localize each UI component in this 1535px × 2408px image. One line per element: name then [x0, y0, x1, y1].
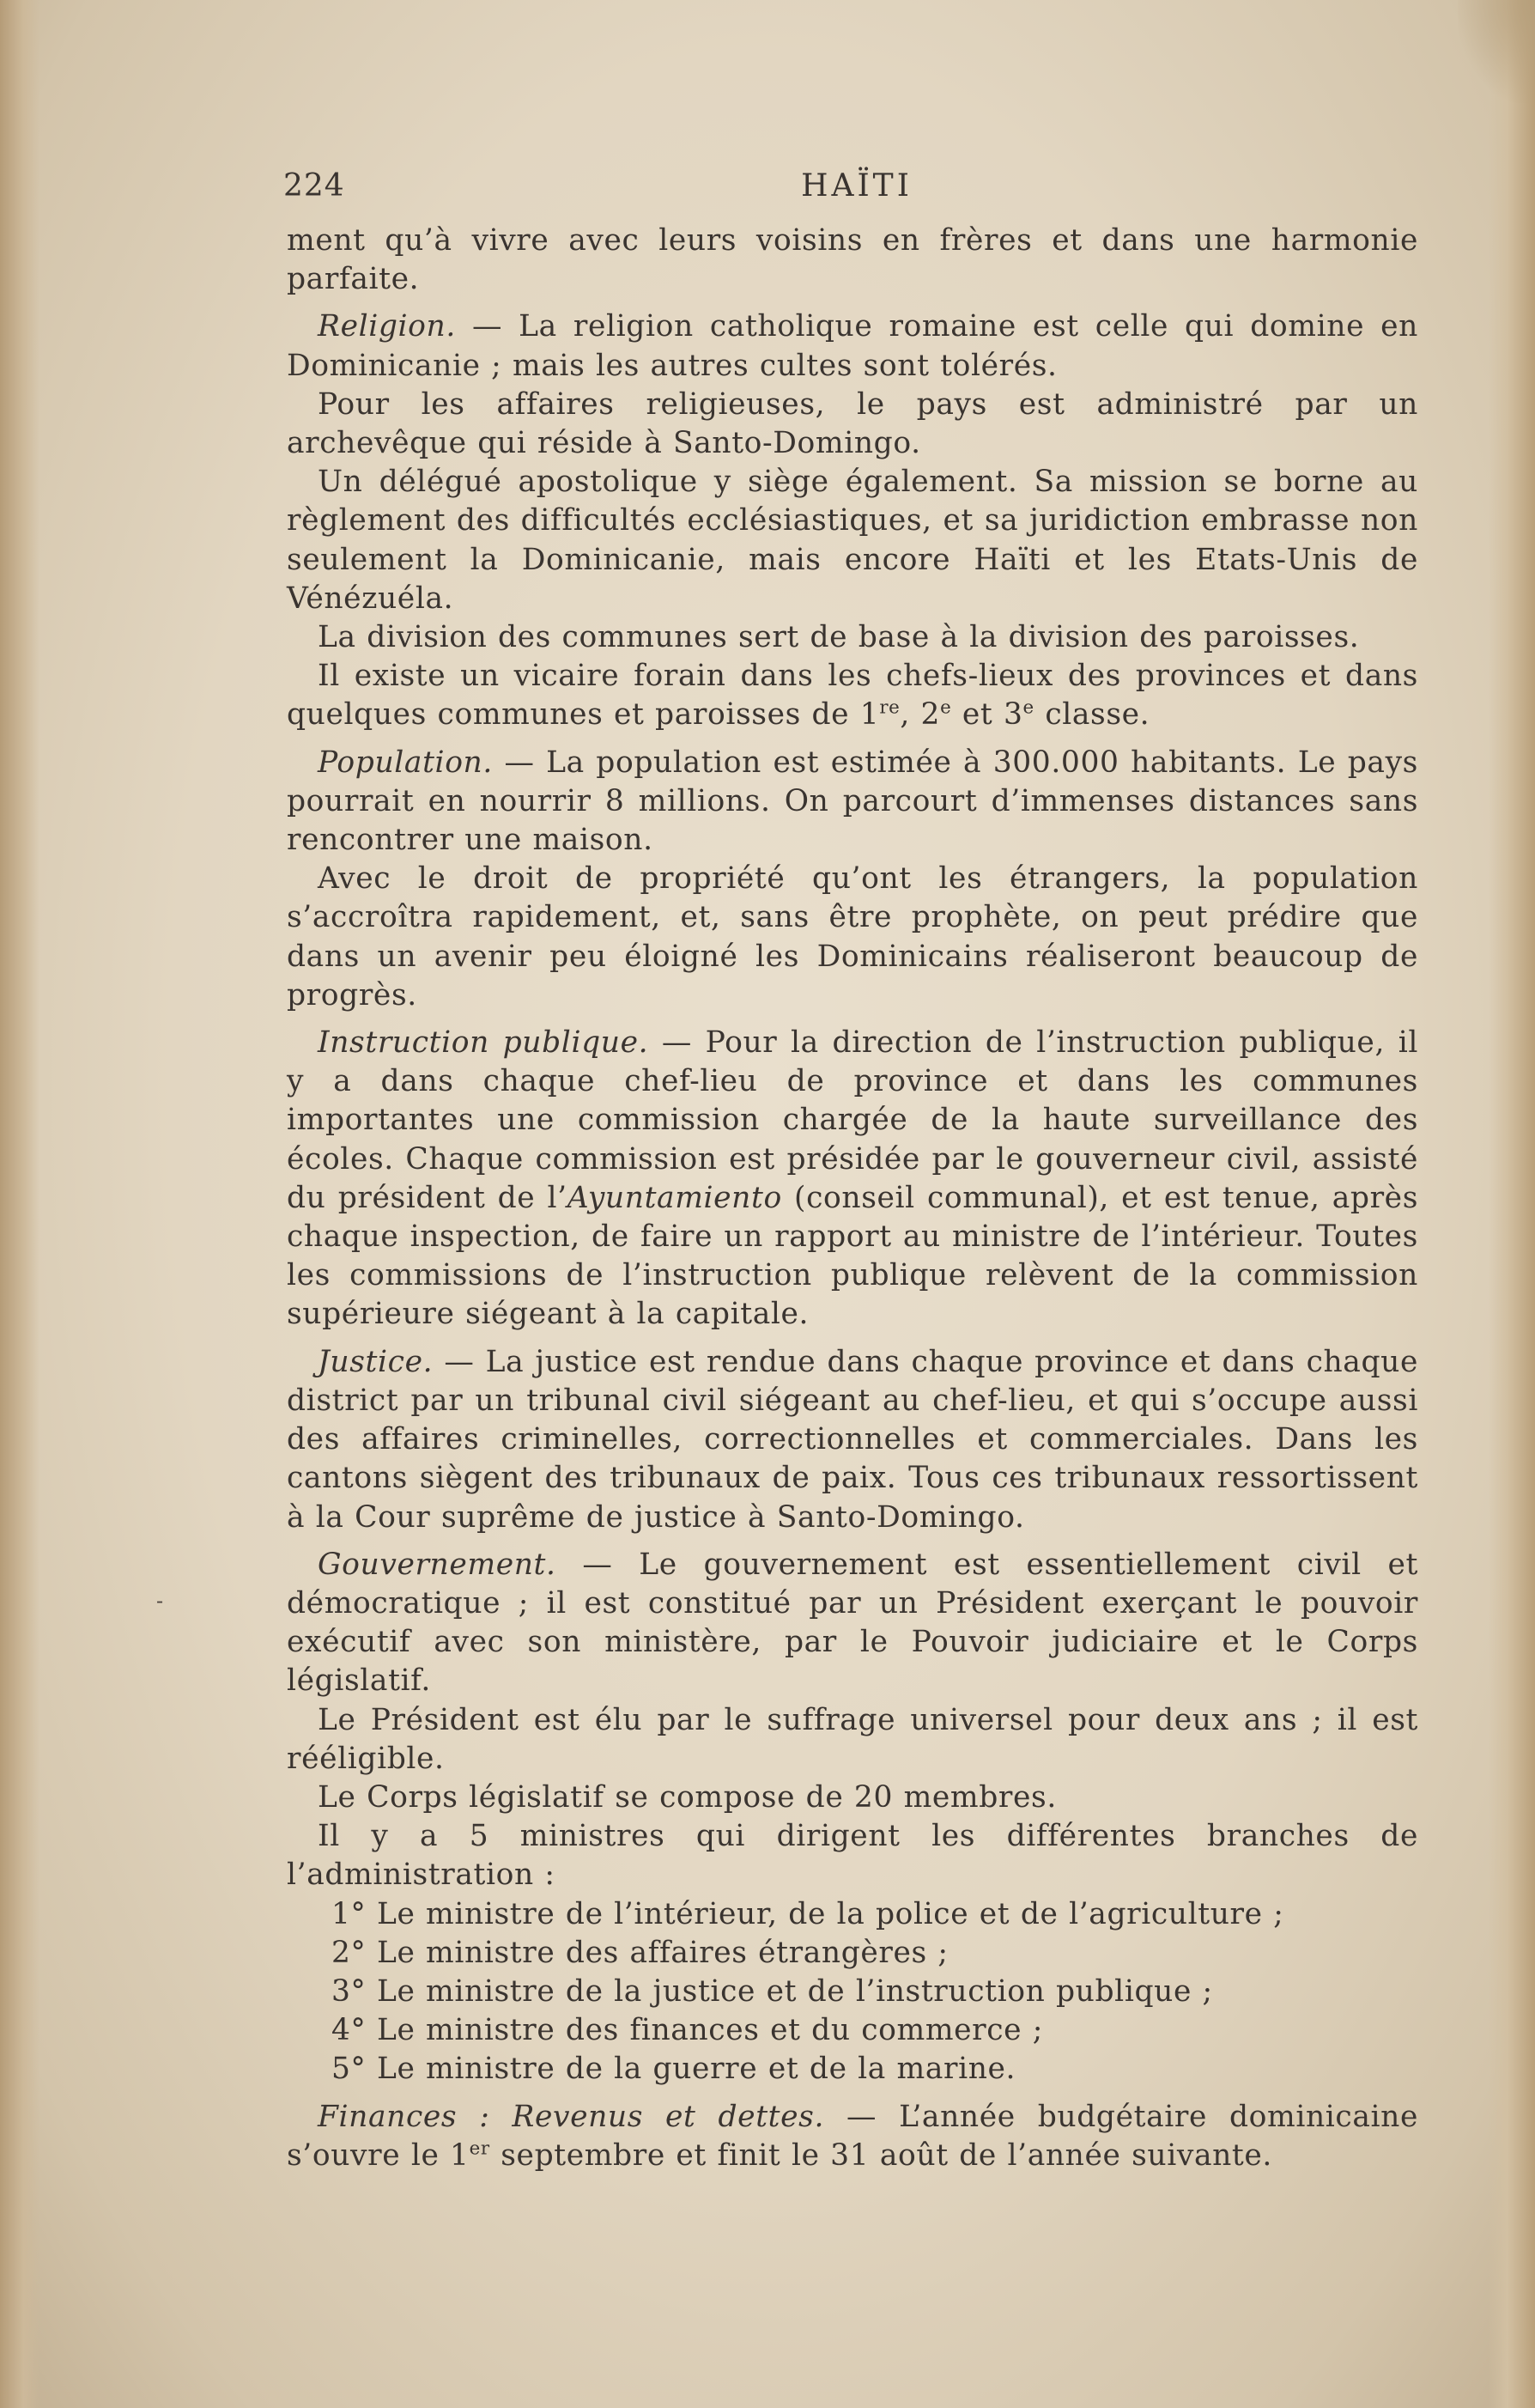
- population-text: La population est estimée à 300.000 habitants. Le pays pourrait en nourrir 8 millions. On parcourt d’immenses distances sans rencontrer une maison.: [287, 745, 1418, 858]
- term-ayuntamiento: Ayuntamiento: [567, 1180, 782, 1215]
- page-header: [283, 168, 1430, 220]
- paragraph-intro: ment qu’à vivre avec leurs voisins en frères et dans une harmonie parfaite.: [287, 223, 1418, 297]
- paragraph-gouvernement: Gouvernement. — Le gouvernement est essentiellement civil et démocratique ; il est constitué par un Président exerçant le pouvoir exécutif avec son ministère, par le Pouvoir judiciaire et le Corps législatif.: [287, 1547, 1418, 1699]
- list-item: 3° Le ministre de la justice et de l’instruction publique ;: [331, 1973, 1213, 2009]
- page-edge-left: [0, 0, 39, 2408]
- paragraph-gouv-3: Le Corps législatif se compose de 20 membres.: [318, 1779, 1057, 1815]
- section-lead-finances: Finances : Revenus et dettes.: [318, 2099, 825, 2134]
- paragraph-population-2: Avec le droit de propriété qu’ont les étrangers, la population s’accroîtra rapidement, et, sans être prophète, on peut prédire que dans un avenir peu éloigné les Dominicains réaliseront beaucoup de progrès.: [287, 861, 1418, 1012]
- running-title: HAÏTI: [801, 168, 913, 204]
- section-lead-instruction: Instruction publique.: [318, 1025, 649, 1061]
- paragraph-religion: Religion. — La religion catholique romaine est celle qui domine en Dominicanie ; mais les autres cultes sont tolérés.: [287, 309, 1418, 383]
- paragraph-gouv-4: Il y a 5 ministres qui dirigent les différentes branches de l’administration :: [287, 1819, 1418, 1893]
- paragraph-religion-5: Il existe un vicaire forain dans les chefs-lieux des provinces et dans quelques communes et paroisses de 1re, 2e et 3e classe.: [287, 659, 1418, 733]
- list-item: 2° Le ministre des affaires étrangères ;: [331, 1935, 949, 1970]
- paragraph-religion-3: Un délégué apostolique y siège également. Sa mission se borne au règlement des difficultés ecclésiastiques, et sa juridiction embrasse non seulement la Dominicanie, mais encore Haïti et les Etats-Unis de Vénézuéla.: [287, 465, 1418, 616]
- paragraph-justice: Justice. — La justice est rendue dans chaque province et dans chaque district par un tribunal civil siégeant au chef-lieu, et qui s’occupe aussi des affaires criminelles, correctionnelles et commerciales. Dans les cantons siègent des tribunaux de paix. Tous ces tribunaux ressortissent à la Cour suprême de justice à Santo-Domingo.: [287, 1344, 1418, 1535]
- list-item: 1° Le ministre de l’intérieur, de la police et de l’agriculture ;: [331, 1896, 1284, 1931]
- paragraph-religion-2: Pour les affaires religieuses, le pays est administré par un archevêque qui réside à Santo-Domingo.: [287, 386, 1418, 461]
- body-text: [287, 222, 1418, 2175]
- margin-mark: ‐: [156, 1589, 164, 1613]
- religion-text: La religion catholique romaine est celle qui domine en Dominicanie ; mais les autres cultes sont tolérés.: [287, 309, 1418, 383]
- section-lead-justice: Justice.: [318, 1344, 434, 1379]
- list-item: 4° Le ministre des finances et du commerce ;: [331, 2013, 1043, 2048]
- gouvernement-text: Le gouvernement est essentiellement civil et démocratique ; il est constitué par un Président exerçant le pouvoir exécutif avec son ministère, par le Pouvoir judiciaire et le Corps législatif.: [287, 1547, 1418, 1699]
- paragraph-population: Population. — La population est estimée à 300.000 habitants. Le pays pourrait en nourrir 8 millions. On parcourt d’immenses distances sans rencontrer une maison.: [287, 745, 1418, 858]
- section-lead-population: Population.: [318, 745, 493, 780]
- list-item: 5° Le ministre de la guerre et de la marine.: [331, 2052, 1016, 2087]
- page-corner-stain: [1458, 0, 1535, 103]
- paragraph-instruction: Instruction publique. — Pour la direction de l’instruction publique, il y a dans chaque chef-lieu de province et dans les communes importantes une commission chargée de la haute surveillance des écoles. Chaque commission est présidée par le gouverneur civil, assisté du président de l’Ayuntamiento (conseil communal), et est tenue, après chaque inspection, de faire un rapport au ministre de l’intérieur. Toutes les commissions de l’instruction publique relèvent de la commission supérieure siégeant à la capitale.: [287, 1025, 1418, 1332]
- page-edge-right: [1489, 0, 1535, 2408]
- page-number: 224: [283, 168, 345, 204]
- section-lead-gouvernement: Gouvernement.: [318, 1547, 556, 1582]
- section-lead-religion: Religion.: [318, 309, 456, 344]
- paragraph-finances: Finances : Revenus et dettes. — L’année budgétaire dominicaine s’ouvre le 1er septembre et finit le 31 août de l’année suivante.: [287, 2099, 1418, 2173]
- paragraph-religion-4: La division des communes sert de base à la division des paroisses.: [318, 620, 1360, 655]
- paragraph-gouv-2: Le Président est élu par le suffrage universel pour deux ans ; il est rééligible.: [287, 1702, 1418, 1776]
- justice-text: La justice est rendue dans chaque province et dans chaque district par un tribunal civil siégeant au chef-lieu, et qui s’occupe aussi des affaires criminelles, correctionnelles et commerciales. Dans les cantons siègent des tribunaux de paix. Tous ces tribunaux ressortissent à la Cour suprême de justice à Santo-Domingo.: [287, 1344, 1418, 1535]
